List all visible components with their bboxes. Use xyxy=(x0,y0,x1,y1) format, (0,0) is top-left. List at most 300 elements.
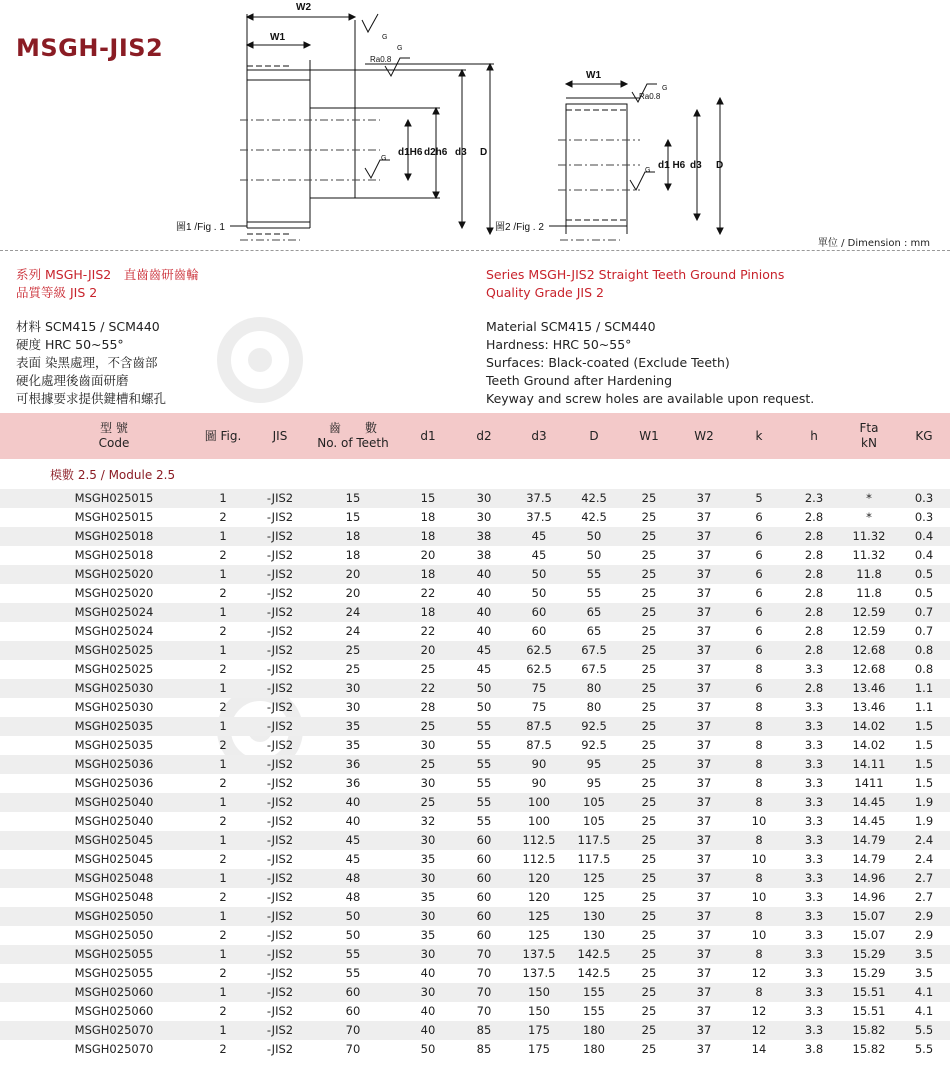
table-cell: 15.82 xyxy=(852,1023,886,1037)
table-cell: 30 xyxy=(420,985,436,999)
table-cell: MSGH025050 xyxy=(74,909,154,923)
table-cell: 60 xyxy=(476,928,492,942)
table-cell: 25 xyxy=(641,643,657,657)
table-row xyxy=(0,736,950,755)
table-cell: 25 xyxy=(345,643,361,657)
table-cell: 1.5 xyxy=(914,738,934,752)
column-header xyxy=(313,413,393,459)
table-cell: 37 xyxy=(696,928,712,942)
table-cell: 3.3 xyxy=(804,1023,824,1037)
table-cell: 8 xyxy=(755,776,763,790)
table-cell: 1 xyxy=(219,643,227,657)
column-header xyxy=(198,413,248,459)
table-cell: 1 xyxy=(219,985,227,999)
table-cell: 11.8 xyxy=(856,586,882,600)
table-cell: 90 xyxy=(531,757,547,771)
table-cell: 14.79 xyxy=(852,833,886,847)
table-cell: 3.3 xyxy=(804,909,824,923)
table-cell: 3.3 xyxy=(804,890,824,904)
table-cell: 30 xyxy=(420,776,436,790)
table-cell: 25 xyxy=(641,795,657,809)
table-cell: MSGH025015 xyxy=(74,491,154,505)
series-en: Series MSGH-JIS2 Straight Teeth Ground Pinions Quality Grade JIS 2 xyxy=(486,267,785,300)
table-cell: 25 xyxy=(641,947,657,961)
table-cell: -JIS2 xyxy=(266,833,294,847)
table-cell: 67.5 xyxy=(581,643,607,657)
table-cell: 60 xyxy=(476,833,492,847)
table-cell: 30 xyxy=(420,738,436,752)
table-cell: 25 xyxy=(641,928,657,942)
table-cell: 60 xyxy=(476,890,492,904)
table-cell: 90 xyxy=(531,776,547,790)
table-cell: 0.7 xyxy=(914,624,934,638)
table-cell: 37 xyxy=(696,738,712,752)
table-cell: 180 xyxy=(583,1042,605,1056)
table-cell: 125 xyxy=(528,909,550,923)
table-cell: 50 xyxy=(531,567,547,581)
table-cell: 50 xyxy=(476,700,492,714)
table-cell: 50 xyxy=(586,529,602,543)
table-cell: 14 xyxy=(751,1042,767,1056)
table-cell: 25 xyxy=(641,1004,657,1018)
table-cell: 80 xyxy=(586,700,602,714)
table-cell: 70 xyxy=(476,985,492,999)
table-row xyxy=(0,1002,950,1021)
table-cell: 37 xyxy=(696,529,712,543)
table-cell: 1 xyxy=(219,909,227,923)
table-cell: 5.5 xyxy=(914,1023,934,1037)
table-cell: 60 xyxy=(345,985,361,999)
column-header xyxy=(408,413,448,459)
table-cell: 55 xyxy=(586,567,602,581)
table-cell: -JIS2 xyxy=(266,928,294,942)
table-cell: 2.7 xyxy=(914,890,934,904)
table-cell: 1 xyxy=(219,833,227,847)
table-row xyxy=(0,850,950,869)
table-cell: 37 xyxy=(696,1004,712,1018)
table-cell: MSGH025050 xyxy=(74,928,154,942)
table-cell: 65 xyxy=(586,605,602,619)
table-header xyxy=(0,413,950,459)
table-cell: 6 xyxy=(755,681,763,695)
header-line1: Fta xyxy=(859,421,879,435)
table-cell: MSGH025020 xyxy=(74,567,154,581)
table-cell: 18 xyxy=(420,529,436,543)
table-cell: MSGH025030 xyxy=(74,700,154,714)
table-cell: -JIS2 xyxy=(266,1004,294,1018)
table-cell: 55 xyxy=(476,814,492,828)
table-cell: 1.9 xyxy=(914,795,934,809)
table-cell: 85 xyxy=(476,1023,492,1037)
table-cell: 30 xyxy=(420,871,436,885)
table-cell: 25 xyxy=(641,567,657,581)
table-cell: 2.9 xyxy=(914,928,934,942)
table-cell: 8 xyxy=(755,719,763,733)
table-cell: 48 xyxy=(345,890,361,904)
fig2-ra-label: Ra0.8 xyxy=(639,92,661,101)
table-cell: 55 xyxy=(345,947,361,961)
table-cell: 25 xyxy=(641,776,657,790)
table-cell: 4.1 xyxy=(914,1004,934,1018)
technical-drawing xyxy=(0,0,950,250)
table-row xyxy=(0,698,950,717)
table-cell: 2.9 xyxy=(914,909,934,923)
table-cell: 3.3 xyxy=(804,852,824,866)
table-cell: 5.5 xyxy=(914,1042,934,1056)
table-row xyxy=(0,603,950,622)
svg-text:G: G xyxy=(381,155,387,162)
table-cell: 4.1 xyxy=(914,985,934,999)
table-cell: 40 xyxy=(420,1004,436,1018)
table-row xyxy=(0,774,950,793)
table-row xyxy=(0,660,950,679)
table-cell: 2 xyxy=(219,776,227,790)
watermark-logo xyxy=(210,250,500,440)
header-line1: JIS xyxy=(272,428,288,443)
table-cell: 117.5 xyxy=(577,833,611,847)
table-cell: 137.5 xyxy=(522,947,556,961)
fig2-label: 圖2 /Fig . 2 xyxy=(495,222,544,233)
table-cell: 6 xyxy=(755,605,763,619)
table-cell: 1 xyxy=(219,947,227,961)
table-cell: 25 xyxy=(420,662,436,676)
table-cell: 0.5 xyxy=(914,586,934,600)
table-cell: 20 xyxy=(420,548,436,562)
table-cell: 37 xyxy=(696,1023,712,1037)
column-header xyxy=(59,413,169,459)
table-cell: 37 xyxy=(696,567,712,581)
table-cell: 3.3 xyxy=(804,757,824,771)
table-row xyxy=(0,945,950,964)
table-cell: 37 xyxy=(696,852,712,866)
column-header xyxy=(569,413,619,459)
table-row xyxy=(0,622,950,641)
spec-en: Material SCM415 / SCM440 Hardness: HRC 50~55° Surfaces: Black-coated (Exclude Teeth) Teeth Ground after Hardening Keyway and screw holes are available upon request. xyxy=(486,319,815,406)
table-cell: 37 xyxy=(696,548,712,562)
table-cell: 3.3 xyxy=(804,795,824,809)
table-cell: 70 xyxy=(476,966,492,980)
table-cell: 60 xyxy=(476,871,492,885)
table-cell: 10 xyxy=(751,852,767,866)
table-cell: 14.96 xyxy=(852,890,886,904)
table-cell: 2.8 xyxy=(804,548,824,562)
table-cell: 14.96 xyxy=(852,871,886,885)
table-cell: 1 xyxy=(219,529,227,543)
table-cell: MSGH025020 xyxy=(74,586,154,600)
d1h6-label: d1H6 xyxy=(398,147,423,158)
table-cell: 155 xyxy=(583,985,605,999)
table-cell: 1.5 xyxy=(914,757,934,771)
table-cell: 25 xyxy=(641,852,657,866)
table-cell: 45 xyxy=(345,833,361,847)
table-cell: 3.3 xyxy=(804,966,824,980)
table-cell: 85 xyxy=(476,1042,492,1056)
table-row xyxy=(0,926,950,945)
table-cell: MSGH025025 xyxy=(74,643,154,657)
table-cell: 32 xyxy=(420,814,436,828)
table-cell: 13.46 xyxy=(852,681,886,695)
w2-label: W2 xyxy=(296,2,311,13)
table-cell: 6 xyxy=(755,643,763,657)
table-cell: 28 xyxy=(420,700,436,714)
table-cell: 6 xyxy=(755,529,763,543)
table-row xyxy=(0,679,950,698)
table-cell: 18 xyxy=(345,529,361,543)
table-cell: -JIS2 xyxy=(266,947,294,961)
table-row xyxy=(0,717,950,736)
table-cell: 8 xyxy=(755,871,763,885)
table-cell: 50 xyxy=(420,1042,436,1056)
table-cell: 2 xyxy=(219,928,227,942)
table-cell: MSGH025035 xyxy=(74,738,154,752)
table-cell: 55 xyxy=(345,966,361,980)
table-cell: 50 xyxy=(345,928,361,942)
table-cell: 30 xyxy=(420,833,436,847)
header-line1: KG xyxy=(915,428,933,443)
header-line1: W2 xyxy=(694,428,714,443)
table-cell: MSGH025060 xyxy=(74,1004,154,1018)
table-cell: 35 xyxy=(420,928,436,942)
table-cell: 3.3 xyxy=(804,662,824,676)
table-cell: 2.8 xyxy=(804,586,824,600)
table-cell: 0.5 xyxy=(914,567,934,581)
table-cell: 25 xyxy=(641,510,657,524)
table-cell: 38 xyxy=(476,548,492,562)
table-cell: 12.68 xyxy=(852,662,886,676)
D-label: D xyxy=(480,147,488,158)
table-cell: 5 xyxy=(755,491,763,505)
table-cell: 130 xyxy=(583,928,605,942)
table-cell: 3.3 xyxy=(804,814,824,828)
table-row xyxy=(0,527,950,546)
table-cell: 15.29 xyxy=(852,947,886,961)
table-cell: 8 xyxy=(755,833,763,847)
table-cell: 20 xyxy=(345,567,361,581)
column-header xyxy=(255,413,305,459)
table-cell: 45 xyxy=(345,852,361,866)
header-line2: Code xyxy=(98,436,130,450)
column-header xyxy=(514,413,564,459)
table-cell: 70 xyxy=(345,1023,361,1037)
table-cell: MSGH025024 xyxy=(74,624,154,638)
table-cell: 8 xyxy=(755,662,763,676)
table-cell: 25 xyxy=(641,605,657,619)
table-cell: 25 xyxy=(641,624,657,638)
table-row xyxy=(0,508,950,527)
table-cell: 18 xyxy=(345,548,361,562)
table-cell: MSGH025070 xyxy=(74,1023,154,1037)
table-cell: 37 xyxy=(696,833,712,847)
table-cell: 37 xyxy=(696,776,712,790)
table-cell: 3.3 xyxy=(804,833,824,847)
column-header xyxy=(464,413,504,459)
table-cell: 8 xyxy=(755,795,763,809)
table-cell: 11.8 xyxy=(856,567,882,581)
spec-table-body xyxy=(0,489,950,1059)
table-row xyxy=(0,755,950,774)
table-cell: 142.5 xyxy=(577,947,611,961)
table-cell: 1.1 xyxy=(914,700,934,714)
table-cell: 37 xyxy=(696,624,712,638)
table-cell: 1 xyxy=(219,871,227,885)
table-cell: 2 xyxy=(219,852,227,866)
table-cell: 2 xyxy=(219,548,227,562)
w1-label: W1 xyxy=(270,32,285,43)
table-cell: 112.5 xyxy=(522,833,556,847)
table-cell: 25 xyxy=(641,529,657,543)
table-cell: 10 xyxy=(751,928,767,942)
table-cell: 30 xyxy=(420,947,436,961)
table-cell: 37 xyxy=(696,890,712,904)
table-cell: 37 xyxy=(696,795,712,809)
table-cell: 95 xyxy=(586,757,602,771)
table-cell: 25 xyxy=(420,795,436,809)
table-cell: 25 xyxy=(345,662,361,676)
table-cell: 2.8 xyxy=(804,681,824,695)
table-cell: 62.5 xyxy=(526,662,552,676)
table-cell: -JIS2 xyxy=(266,548,294,562)
table-cell: 40 xyxy=(476,624,492,638)
table-cell: 55 xyxy=(586,586,602,600)
table-cell: -JIS2 xyxy=(266,491,294,505)
table-cell: 2 xyxy=(219,966,227,980)
table-cell: 18 xyxy=(420,510,436,524)
table-cell: 22 xyxy=(420,586,436,600)
table-cell: -JIS2 xyxy=(266,795,294,809)
table-cell: * xyxy=(866,491,872,505)
table-cell: 67.5 xyxy=(581,662,607,676)
table-cell: MSGH025030 xyxy=(74,681,154,695)
table-cell: 6 xyxy=(755,624,763,638)
table-cell: 1 xyxy=(219,605,227,619)
table-cell: 25 xyxy=(641,1023,657,1037)
table-cell: -JIS2 xyxy=(266,890,294,904)
fig2-w1-label: W1 xyxy=(586,70,601,81)
table-cell: 180 xyxy=(583,1023,605,1037)
table-cell: 22 xyxy=(420,624,436,638)
table-cell: 0.4 xyxy=(914,529,934,543)
table-cell: 25 xyxy=(420,757,436,771)
table-cell: 3.3 xyxy=(804,1004,824,1018)
table-cell: 12 xyxy=(751,1023,767,1037)
table-cell: 37 xyxy=(696,966,712,980)
table-cell: 14.02 xyxy=(852,738,886,752)
table-cell: -JIS2 xyxy=(266,871,294,885)
table-cell: 3.3 xyxy=(804,776,824,790)
table-cell: 105 xyxy=(583,814,605,828)
table-cell: 10 xyxy=(751,890,767,904)
table-cell: 25 xyxy=(641,833,657,847)
table-cell: 55 xyxy=(476,795,492,809)
table-cell: MSGH025036 xyxy=(74,776,154,790)
table-cell: -JIS2 xyxy=(266,567,294,581)
table-cell: MSGH025070 xyxy=(74,1042,154,1056)
table-cell: 8 xyxy=(755,700,763,714)
table-cell: 130 xyxy=(583,909,605,923)
table-cell: 37 xyxy=(696,586,712,600)
table-row xyxy=(0,489,950,508)
module-label: 模數 2.5 / Module 2.5 xyxy=(50,468,176,482)
unit-label: 單位 / Dimension : mm xyxy=(817,238,930,249)
table-cell: 2.8 xyxy=(804,643,824,657)
table-row xyxy=(0,907,950,926)
table-cell: 10 xyxy=(751,814,767,828)
table-cell: MSGH025015 xyxy=(74,510,154,524)
table-cell: 25 xyxy=(641,814,657,828)
table-cell: 70 xyxy=(476,1004,492,1018)
header-line1: W1 xyxy=(639,428,659,443)
table-row xyxy=(0,584,950,603)
table-cell: 87.5 xyxy=(526,719,552,733)
table-cell: -JIS2 xyxy=(266,643,294,657)
table-cell: 2 xyxy=(219,738,227,752)
table-cell: 48 xyxy=(345,871,361,885)
table-cell: 15 xyxy=(345,510,361,524)
table-cell: -JIS2 xyxy=(266,757,294,771)
table-cell: 25 xyxy=(641,909,657,923)
table-row xyxy=(0,831,950,850)
table-cell: 11.32 xyxy=(852,529,886,543)
table-cell: 60 xyxy=(476,852,492,866)
table-cell: 95 xyxy=(586,776,602,790)
table-cell: 2.8 xyxy=(804,605,824,619)
table-cell: 22 xyxy=(420,681,436,695)
table-cell: 15.07 xyxy=(852,909,886,923)
table-cell: 30 xyxy=(476,491,492,505)
table-cell: -JIS2 xyxy=(266,985,294,999)
table-cell: -JIS2 xyxy=(266,738,294,752)
table-cell: 25 xyxy=(641,700,657,714)
table-cell: 14.45 xyxy=(852,795,886,809)
table-cell: 45 xyxy=(476,662,492,676)
table-cell: -JIS2 xyxy=(266,624,294,638)
table-cell: 50 xyxy=(345,909,361,923)
table-cell: 25 xyxy=(641,681,657,695)
table-cell: 12 xyxy=(751,966,767,980)
table-cell: 80 xyxy=(586,681,602,695)
table-cell: 37 xyxy=(696,1042,712,1056)
table-cell: 25 xyxy=(641,738,657,752)
table-cell: 24 xyxy=(345,624,361,638)
table-cell: 37 xyxy=(696,947,712,961)
ra-label: Ra0.8 xyxy=(370,55,392,64)
table-row xyxy=(0,641,950,660)
table-cell: * xyxy=(866,510,872,524)
table-cell: 2 xyxy=(219,586,227,600)
table-cell: 37 xyxy=(696,719,712,733)
table-cell: 25 xyxy=(641,871,657,885)
table-row xyxy=(0,983,950,1002)
table-cell: -JIS2 xyxy=(266,1042,294,1056)
table-cell: 1 xyxy=(219,1023,227,1037)
table-cell: 3.5 xyxy=(914,966,934,980)
table-cell: 30 xyxy=(345,681,361,695)
table-cell: 15 xyxy=(345,491,361,505)
table-cell: 117.5 xyxy=(577,852,611,866)
table-cell: 25 xyxy=(641,966,657,980)
d3-label: d3 xyxy=(455,147,467,158)
table-cell: 40 xyxy=(476,586,492,600)
svg-text:G: G xyxy=(382,34,388,41)
header-line1: 圖 Fig. xyxy=(204,428,242,443)
table-cell: 6 xyxy=(755,548,763,562)
table-cell: 37 xyxy=(696,814,712,828)
table-cell: 175 xyxy=(528,1042,550,1056)
table-cell: 3.5 xyxy=(914,947,934,961)
table-cell: 30 xyxy=(420,909,436,923)
table-cell: 2 xyxy=(219,662,227,676)
table-cell: 25 xyxy=(641,586,657,600)
